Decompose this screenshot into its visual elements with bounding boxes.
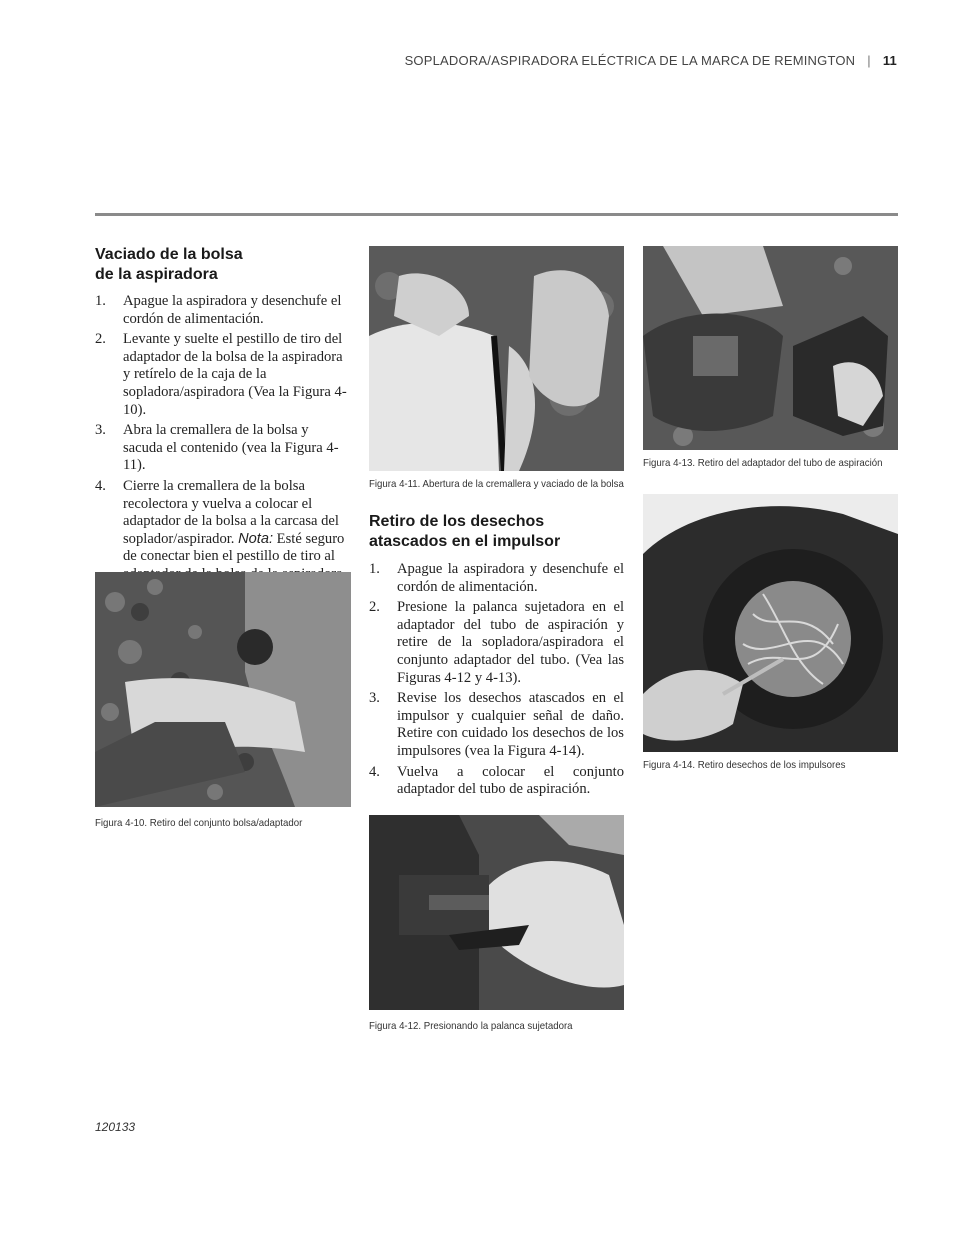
step-text: Vuelva a colocar el conjunto adaptador del tubo de aspiración. — [397, 763, 624, 798]
figure-4-13-photo — [643, 246, 898, 450]
steps-list-retiro — [369, 561, 624, 799]
step-text: Revise los desechos atascados en el impulsor y cualquier señal de daño. Retire con cuidado los desechos de los impulsores (vea la Figura 4-14). — [397, 690, 624, 759]
running-header — [405, 53, 897, 68]
step-number: 1. — [369, 561, 380, 577]
figure-4-14-photo — [643, 494, 898, 752]
step-number: 3. — [369, 690, 380, 707]
list-item — [95, 331, 351, 419]
header-title: SOPLADORA/ASPIRADORA ELÉCTRICA DE LA MARCA DE REMINGTON — [404, 53, 856, 68]
step-number: 3. — [95, 422, 106, 439]
list-item — [369, 561, 624, 596]
heading-line: Vaciado de la bolsa — [95, 246, 243, 263]
list-item — [95, 422, 351, 475]
step-text: Apague la aspiradora y desenchufe el cordón de alimentación. — [397, 561, 624, 595]
page-number: 11 — [882, 53, 897, 68]
list-item — [95, 293, 351, 328]
step-text: Abra la cremallera de la bolsa y sacuda el contenido (vea la Figura 4-11). — [123, 422, 339, 474]
list-item — [369, 599, 624, 687]
step-text: Presione la palanca sujetadora en el adaptador del tubo de aspiración y retire de la sopladora/aspiradora el conjunto adaptador del tubo. (Vea las Figuras 4-12 y 4-13). — [397, 599, 624, 686]
heading-line: atascados en el impulsor — [369, 533, 561, 550]
heading-line: de la aspiradora — [95, 266, 218, 283]
step-number: 2. — [95, 331, 106, 348]
note-label: Nota: — [238, 530, 274, 547]
steps-list-vaciado — [95, 293, 351, 584]
horizontal-rule — [95, 213, 898, 216]
step-text: Apague la aspiradora y desenchufe el cordón de alimentación. — [123, 293, 342, 327]
step-number: 1. — [95, 293, 106, 309]
note-text: Esté seguro de conectar bien el pestillo de tiro al — [123, 530, 345, 565]
list-item — [369, 690, 624, 760]
document-id: 120133 — [95, 1120, 136, 1134]
figure-4-12-photo — [369, 815, 624, 1010]
figure-4-13-caption: Figura 4-13. Retiro del adaptador del tubo de aspiración — [643, 457, 883, 469]
step-number: 4. — [369, 763, 380, 780]
section-heading-vaciado — [95, 245, 351, 285]
section-heading-retiro — [369, 512, 624, 552]
section-vaciado — [95, 245, 351, 587]
list-item — [369, 764, 624, 799]
figure-4-10-photo — [95, 572, 351, 807]
figure-4-12-caption: Figura 4-12. Presionando la palanca sujetadora — [369, 1020, 573, 1032]
figure-4-10-caption: Figura 4-10. Retiro del conjunto bolsa/adaptador — [95, 817, 303, 829]
section-retiro — [369, 512, 624, 802]
step-text: Levante y suelte el pestillo de tiro del adaptador de la bolsa de la aspiradora y retírelo de la caja de la sopladora/aspiradora (Vea la Figura 4-10). — [123, 331, 347, 418]
step-text: Cierre la cremallera de la bolsa recolectora y vuelva a colocar el adaptador de la bolsa a la carcasa del soplador/aspirador. — [123, 477, 339, 547]
step-number: 2. — [369, 599, 380, 616]
step-number: 4. — [95, 477, 106, 494]
heading-line: Retiro de los desechos — [369, 513, 545, 530]
figure-4-14-caption: Figura 4-14. Retiro desechos de los impulsores — [643, 759, 846, 771]
header-separator: | — [867, 53, 871, 68]
list-item — [95, 478, 351, 584]
figure-4-11-caption: Figura 4-11. Abertura de la cremallera y vaciado de la bolsa — [369, 478, 624, 490]
figure-4-11-photo — [369, 246, 624, 471]
